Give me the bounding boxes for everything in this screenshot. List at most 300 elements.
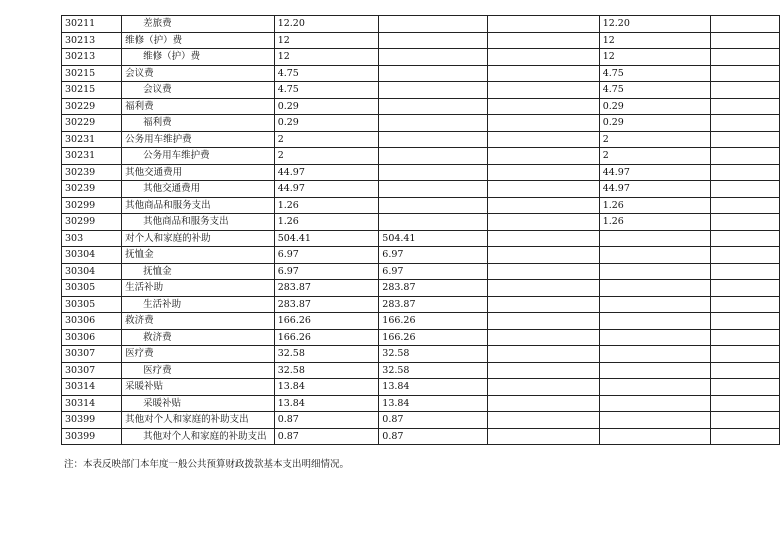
- subject-code-cell: [62, 32, 122, 49]
- personnel-cell: [379, 148, 488, 165]
- personnel-cell: [379, 379, 488, 396]
- subject-name-text: 差旅费: [143, 18, 172, 30]
- subject-name-text: 其他交通费用: [143, 183, 201, 195]
- personnel-text: 13.84: [382, 397, 410, 409]
- subject-code-text: 30305: [65, 282, 96, 294]
- subject-code-text: 30229: [65, 117, 96, 129]
- personnel-cell: [379, 296, 488, 313]
- total-cell: [274, 131, 379, 148]
- public-text: 12.20: [602, 18, 630, 30]
- empty-cell: [488, 395, 599, 412]
- subject-name-cell: [122, 115, 275, 132]
- personnel-text: 13.84: [382, 381, 410, 393]
- empty-cell: [488, 197, 599, 214]
- subject-code-text: 30231: [65, 150, 96, 162]
- subject-code-cell: [62, 263, 122, 280]
- subject-code-text: 30399: [65, 414, 96, 426]
- total-cell: [274, 428, 379, 445]
- personnel-cell: [379, 131, 488, 148]
- subject-code-text: 30305: [65, 298, 96, 310]
- total-text: 32.58: [277, 348, 305, 360]
- empty-cell: [711, 115, 780, 132]
- personnel-cell: [379, 230, 488, 247]
- empty-cell: [711, 329, 780, 346]
- personnel-text: 32.58: [382, 364, 410, 376]
- subject-code-text: 30314: [65, 397, 96, 409]
- empty-cell: [488, 32, 599, 49]
- total-cell: [274, 164, 379, 181]
- empty-cell: [488, 131, 599, 148]
- total-text: 4.75: [277, 67, 299, 79]
- table-row: [62, 313, 780, 330]
- empty-cell: [488, 412, 599, 429]
- total-text: 2: [277, 133, 284, 145]
- personnel-cell: [379, 197, 488, 214]
- personnel-cell: [379, 280, 488, 297]
- subject-name-text: 其他商品和服务支出: [125, 199, 211, 211]
- public-text: 0.29: [602, 100, 624, 112]
- subject-name-text: 医疗费: [125, 348, 154, 360]
- public-text: 2: [602, 133, 609, 145]
- empty-cell: [488, 428, 599, 445]
- empty-cell: [488, 164, 599, 181]
- public-text: 1.26: [602, 199, 624, 211]
- table-row: [62, 115, 780, 132]
- personnel-cell: [379, 428, 488, 445]
- personnel-cell: [379, 181, 488, 198]
- personnel-text: 6.97: [382, 265, 404, 277]
- empty-cell: [711, 214, 780, 231]
- public-cell: [599, 346, 710, 363]
- subject-code-cell: [62, 247, 122, 264]
- table-row: [62, 164, 780, 181]
- public-cell: [599, 230, 710, 247]
- subject-code-cell: [62, 362, 122, 379]
- personnel-cell: [379, 164, 488, 181]
- empty-cell: [711, 428, 780, 445]
- subject-code-text: 30299: [65, 199, 96, 211]
- subject-code-text: 30211: [65, 18, 96, 30]
- subject-code-text: 30215: [65, 84, 96, 96]
- public-text: 44.97: [602, 183, 630, 195]
- empty-cell: [711, 412, 780, 429]
- empty-cell: [488, 362, 599, 379]
- public-cell: [599, 214, 710, 231]
- subject-name-text: 其他商品和服务支出: [143, 216, 229, 228]
- subject-code-cell: [62, 115, 122, 132]
- personnel-cell: [379, 395, 488, 412]
- table-row: [62, 379, 780, 396]
- total-cell: [274, 230, 379, 247]
- empty-cell: [711, 296, 780, 313]
- total-text: 4.75: [277, 84, 299, 96]
- table-row: [62, 197, 780, 214]
- empty-cell: [488, 115, 599, 132]
- personnel-cell: [379, 98, 488, 115]
- table-row: [62, 230, 780, 247]
- subject-name-cell: [122, 82, 275, 99]
- empty-cell: [488, 247, 599, 264]
- subject-name-cell: [122, 362, 275, 379]
- subject-code-text: 30239: [65, 183, 96, 195]
- subject-code-text: 30213: [65, 51, 96, 63]
- personnel-text: 0.87: [382, 414, 404, 426]
- subject-name-text: 其他对个人和家庭的补助支出: [143, 430, 267, 442]
- public-cell: [599, 263, 710, 280]
- public-cell: [599, 164, 710, 181]
- public-cell: [599, 32, 710, 49]
- subject-name-cell: [122, 346, 275, 363]
- total-cell: [274, 313, 379, 330]
- total-text: 0.29: [277, 117, 299, 129]
- subject-name-cell: [122, 412, 275, 429]
- total-text: 32.58: [277, 364, 305, 376]
- empty-cell: [488, 181, 599, 198]
- empty-cell: [488, 329, 599, 346]
- subject-code-text: 30239: [65, 166, 96, 178]
- total-text: 166.26: [277, 331, 311, 343]
- public-cell: [599, 280, 710, 297]
- total-text: 0.87: [277, 430, 299, 442]
- empty-cell: [711, 181, 780, 198]
- subject-code-cell: [62, 313, 122, 330]
- empty-cell: [711, 395, 780, 412]
- empty-cell: [488, 280, 599, 297]
- subject-code-text: 30304: [65, 265, 96, 277]
- subject-name-cell: [122, 16, 275, 33]
- table-row: [62, 428, 780, 445]
- subject-code-text: 30229: [65, 100, 96, 112]
- subject-name-cell: [122, 296, 275, 313]
- empty-cell: [711, 98, 780, 115]
- personnel-cell: [379, 329, 488, 346]
- subject-code-text: 30215: [65, 67, 96, 79]
- public-cell: [599, 16, 710, 33]
- subject-code-cell: [62, 428, 122, 445]
- personnel-text: 6.97: [382, 249, 404, 261]
- public-cell: [599, 313, 710, 330]
- total-text: 504.41: [277, 232, 311, 244]
- empty-cell: [488, 346, 599, 363]
- total-cell: [274, 280, 379, 297]
- total-text: 0.87: [277, 414, 299, 426]
- empty-cell: [488, 16, 599, 33]
- total-text: 2: [277, 150, 284, 162]
- table-row: [62, 131, 780, 148]
- table-row: [62, 32, 780, 49]
- subject-code-text: 30314: [65, 381, 96, 393]
- total-cell: [274, 16, 379, 33]
- subject-code-text: 30306: [65, 315, 96, 327]
- personnel-cell: [379, 49, 488, 66]
- subject-name-text: 公务用车维护费: [143, 150, 210, 162]
- empty-cell: [711, 82, 780, 99]
- table-row: [62, 49, 780, 66]
- table-row: [62, 82, 780, 99]
- subject-name-cell: [122, 197, 275, 214]
- public-cell: [599, 131, 710, 148]
- empty-cell: [711, 313, 780, 330]
- subject-name-cell: [122, 214, 275, 231]
- table-row: [62, 412, 780, 429]
- table-note: 注：本表反映部门本年度一般公共预算财政拨款基本支出明细情况。: [64, 459, 350, 470]
- subject-name-cell: [122, 49, 275, 66]
- table-row: [62, 395, 780, 412]
- empty-cell: [488, 49, 599, 66]
- table-body: [62, 16, 780, 445]
- total-text: 1.26: [277, 216, 299, 228]
- public-cell: [599, 181, 710, 198]
- total-cell: [274, 98, 379, 115]
- subject-name-text: 救济费: [143, 331, 172, 343]
- public-text: 0.29: [602, 117, 624, 129]
- personnel-cell: [379, 65, 488, 82]
- table-row: [62, 98, 780, 115]
- subject-name-cell: [122, 164, 275, 181]
- empty-cell: [488, 230, 599, 247]
- total-text: 13.84: [277, 397, 305, 409]
- empty-cell: [711, 148, 780, 165]
- public-text: 12: [602, 51, 615, 63]
- subject-code-text: 30307: [65, 348, 96, 360]
- public-text: 44.97: [602, 166, 630, 178]
- empty-cell: [488, 148, 599, 165]
- subject-code-text: 30306: [65, 331, 96, 343]
- subject-code-text: 30299: [65, 216, 96, 228]
- total-cell: [274, 412, 379, 429]
- table-row: [62, 263, 780, 280]
- public-text: 2: [602, 150, 609, 162]
- subject-name-text: 采暖补贴: [125, 381, 164, 393]
- empty-cell: [488, 379, 599, 396]
- subject-code-cell: [62, 164, 122, 181]
- table-row: [62, 346, 780, 363]
- personnel-text: 166.26: [382, 331, 416, 343]
- total-text: 283.87: [277, 298, 311, 310]
- empty-cell: [711, 247, 780, 264]
- total-cell: [274, 197, 379, 214]
- empty-cell: [711, 263, 780, 280]
- subject-code-cell: [62, 412, 122, 429]
- subject-name-cell: [122, 230, 275, 247]
- subject-name-cell: [122, 329, 275, 346]
- empty-cell: [711, 230, 780, 247]
- empty-cell: [488, 214, 599, 231]
- public-text: 4.75: [602, 84, 624, 96]
- public-cell: [599, 49, 710, 66]
- total-cell: [274, 379, 379, 396]
- empty-cell: [488, 296, 599, 313]
- subject-code-cell: [62, 65, 122, 82]
- empty-cell: [711, 197, 780, 214]
- public-text: 12: [602, 34, 615, 46]
- subject-name-cell: [122, 98, 275, 115]
- public-cell: [599, 428, 710, 445]
- personnel-cell: [379, 214, 488, 231]
- public-cell: [599, 65, 710, 82]
- subject-name-text: 抚恤金: [143, 265, 172, 277]
- subject-code-cell: [62, 98, 122, 115]
- table-row: [62, 214, 780, 231]
- total-cell: [274, 32, 379, 49]
- subject-name-text: 抚恤金: [125, 249, 154, 261]
- personnel-text: 166.26: [382, 315, 416, 327]
- total-text: 44.97: [277, 183, 305, 195]
- total-text: 283.87: [277, 282, 311, 294]
- subject-name-cell: [122, 148, 275, 165]
- personnel-cell: [379, 362, 488, 379]
- total-cell: [274, 65, 379, 82]
- public-cell: [599, 395, 710, 412]
- personnel-cell: [379, 16, 488, 33]
- total-cell: [274, 247, 379, 264]
- subject-code-cell: [62, 379, 122, 396]
- subject-name-text: 救济费: [125, 315, 154, 327]
- empty-cell: [488, 263, 599, 280]
- subject-code-cell: [62, 181, 122, 198]
- empty-cell: [711, 280, 780, 297]
- subject-name-text: 其他对个人和家庭的补助支出: [125, 414, 249, 426]
- subject-name-cell: [122, 379, 275, 396]
- total-text: 6.97: [277, 265, 299, 277]
- subject-code-cell: [62, 346, 122, 363]
- public-text: 1.26: [602, 216, 624, 228]
- subject-code-cell: [62, 329, 122, 346]
- empty-cell: [711, 65, 780, 82]
- public-cell: [599, 247, 710, 264]
- personnel-cell: [379, 346, 488, 363]
- table-row: [62, 148, 780, 165]
- personnel-text: 32.58: [382, 348, 410, 360]
- personnel-text: 283.87: [382, 298, 416, 310]
- public-cell: [599, 115, 710, 132]
- public-cell: [599, 197, 710, 214]
- subject-name-text: 会议费: [143, 84, 172, 96]
- subject-name-cell: [122, 428, 275, 445]
- total-text: 0.29: [277, 100, 299, 112]
- public-cell: [599, 412, 710, 429]
- subject-name-cell: [122, 32, 275, 49]
- empty-cell: [711, 379, 780, 396]
- subject-name-cell: [122, 65, 275, 82]
- total-cell: [274, 115, 379, 132]
- empty-cell: [711, 362, 780, 379]
- table-row: [62, 65, 780, 82]
- total-text: 12: [277, 34, 290, 46]
- subject-name-text: 福利费: [125, 100, 154, 112]
- empty-cell: [711, 346, 780, 363]
- subject-code-text: 30304: [65, 249, 96, 261]
- empty-cell: [711, 131, 780, 148]
- total-cell: [274, 181, 379, 198]
- total-cell: [274, 49, 379, 66]
- empty-cell: [711, 49, 780, 66]
- empty-cell: [711, 164, 780, 181]
- personnel-cell: [379, 247, 488, 264]
- subject-code-cell: [62, 214, 122, 231]
- subject-code-cell: [62, 82, 122, 99]
- subject-name-text: 维修（护）费: [125, 34, 183, 46]
- total-text: 12.20: [277, 18, 305, 30]
- subject-code-text: 30307: [65, 364, 96, 376]
- personnel-cell: [379, 32, 488, 49]
- subject-name-text: 对个人和家庭的补助: [125, 232, 211, 244]
- public-cell: [599, 82, 710, 99]
- basic-expenditure-table: [61, 15, 780, 445]
- total-text: 166.26: [277, 315, 311, 327]
- total-text: 12: [277, 51, 290, 63]
- public-cell: [599, 296, 710, 313]
- subject-name-cell: [122, 131, 275, 148]
- personnel-cell: [379, 82, 488, 99]
- subject-name-text: 福利费: [143, 117, 172, 129]
- subject-code-text: 30213: [65, 34, 96, 46]
- public-cell: [599, 98, 710, 115]
- public-cell: [599, 148, 710, 165]
- personnel-cell: [379, 313, 488, 330]
- subject-name-text: 其他交通费用: [125, 166, 183, 178]
- subject-code-cell: [62, 49, 122, 66]
- empty-cell: [711, 16, 780, 33]
- subject-name-text: 维修（护）费: [143, 51, 201, 63]
- table-row: [62, 16, 780, 33]
- table-row: [62, 247, 780, 264]
- subject-code-cell: [62, 280, 122, 297]
- personnel-text: 504.41: [382, 232, 416, 244]
- subject-code-text: 30399: [65, 430, 96, 442]
- public-cell: [599, 362, 710, 379]
- subject-name-cell: [122, 247, 275, 264]
- subject-name-cell: [122, 313, 275, 330]
- subject-code-cell: [62, 148, 122, 165]
- total-text: 44.97: [277, 166, 305, 178]
- total-text: 1.26: [277, 199, 299, 211]
- total-cell: [274, 148, 379, 165]
- subject-code-text: 303: [65, 232, 84, 244]
- subject-code-cell: [62, 230, 122, 247]
- table-row: [62, 181, 780, 198]
- subject-code-text: 30231: [65, 133, 96, 145]
- table-row: [62, 280, 780, 297]
- personnel-cell: [379, 115, 488, 132]
- total-text: 13.84: [277, 381, 305, 393]
- public-cell: [599, 329, 710, 346]
- personnel-cell: [379, 412, 488, 429]
- subject-code-cell: [62, 395, 122, 412]
- subject-name-cell: [122, 280, 275, 297]
- table-row: [62, 296, 780, 313]
- subject-name-text: 生活补助: [143, 298, 182, 310]
- total-cell: [274, 362, 379, 379]
- subject-name-text: 采暖补贴: [143, 397, 182, 409]
- subject-code-cell: [62, 197, 122, 214]
- subject-name-text: 生活补助: [125, 282, 164, 294]
- personnel-text: 283.87: [382, 282, 416, 294]
- empty-cell: [488, 65, 599, 82]
- total-cell: [274, 82, 379, 99]
- empty-cell: [488, 313, 599, 330]
- subject-name-cell: [122, 395, 275, 412]
- public-text: 4.75: [602, 67, 624, 79]
- total-cell: [274, 329, 379, 346]
- subject-name-text: 医疗费: [143, 364, 172, 376]
- subject-name-cell: [122, 181, 275, 198]
- total-cell: [274, 214, 379, 231]
- subject-name-text: 公务用车维护费: [125, 133, 192, 145]
- empty-cell: [488, 98, 599, 115]
- subject-code-cell: [62, 131, 122, 148]
- subject-code-cell: [62, 296, 122, 313]
